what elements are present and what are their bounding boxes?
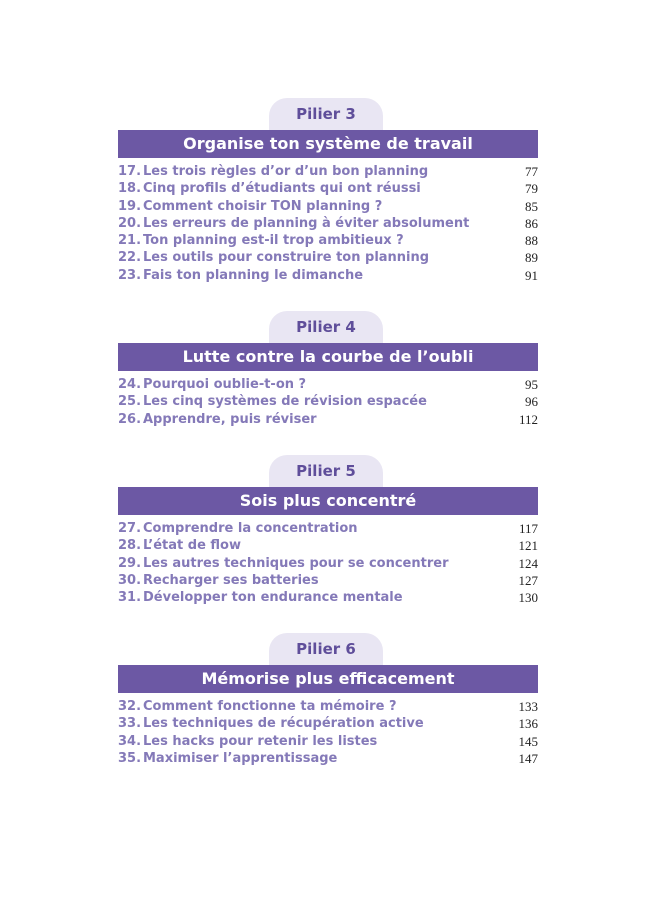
entry-number: 20. bbox=[118, 215, 142, 231]
entry-title: Les hacks pour retenir les listes bbox=[143, 733, 378, 749]
entry-page: 136 bbox=[518, 716, 538, 732]
entry-title: Développer ton endurance mentale bbox=[143, 590, 403, 606]
toc-entry[interactable] bbox=[118, 163, 538, 180]
entry-number: 24. bbox=[118, 377, 142, 392]
entry-page: 130 bbox=[518, 590, 538, 606]
entry-number: 34. bbox=[118, 733, 142, 749]
section-heading: Mémorise plus efficacement bbox=[118, 665, 538, 693]
entry-title: Les outils pour construire ton planning bbox=[143, 250, 430, 266]
section-heading: Lutte contre la courbe de l’oubli bbox=[118, 343, 538, 371]
entry-page: 77 bbox=[525, 164, 538, 179]
entry-title: Maximiser l’apprentissage bbox=[143, 750, 338, 766]
entry-title: Cinq profils d’étudiants qui ont réussi bbox=[143, 181, 421, 197]
entry-page: 88 bbox=[525, 233, 538, 249]
entry-number: 32. bbox=[118, 699, 142, 714]
entry-page: 127 bbox=[518, 572, 538, 588]
entry-number: 28. bbox=[118, 538, 142, 554]
entry-number: 35. bbox=[118, 750, 142, 766]
entry-number: 27. bbox=[118, 521, 142, 536]
toc-entry[interactable] bbox=[118, 249, 538, 266]
entry-title: Pourquoi oublie-t-on ? bbox=[143, 377, 307, 392]
section-heading: Organise ton système de travail bbox=[118, 130, 538, 158]
toc-entry[interactable] bbox=[118, 376, 538, 393]
entry-page: 147 bbox=[518, 750, 538, 766]
entry-page: 133 bbox=[518, 699, 538, 714]
toc-entry[interactable] bbox=[118, 715, 538, 732]
entry-number: 31. bbox=[118, 590, 142, 606]
toc-entry[interactable] bbox=[118, 411, 538, 428]
entry-number: 29. bbox=[118, 555, 142, 571]
toc-entry[interactable] bbox=[118, 198, 538, 215]
entry-page: 85 bbox=[525, 198, 538, 214]
toc-list bbox=[118, 520, 538, 606]
entry-page: 79 bbox=[525, 181, 538, 197]
entry-number: 17. bbox=[118, 164, 142, 179]
toc-entry[interactable] bbox=[118, 555, 538, 572]
entry-number: 25. bbox=[118, 394, 142, 410]
entry-page: 117 bbox=[518, 521, 538, 536]
entry-page: 86 bbox=[525, 215, 538, 231]
pillar-label: Pilier 6 bbox=[269, 633, 383, 669]
pillar-label: Pilier 5 bbox=[269, 455, 383, 491]
toc-entry[interactable] bbox=[118, 733, 538, 750]
entry-page: 91 bbox=[525, 267, 538, 283]
entry-number: 26. bbox=[118, 411, 142, 427]
entry-number: 22. bbox=[118, 250, 142, 266]
entry-title: Apprendre, puis réviser bbox=[143, 411, 317, 427]
toc-entry[interactable] bbox=[118, 393, 538, 410]
entry-number: 33. bbox=[118, 716, 142, 732]
entry-title: Comment fonctionne ta mémoire ? bbox=[143, 699, 397, 714]
toc-list bbox=[118, 376, 538, 428]
entry-number: 23. bbox=[118, 267, 142, 283]
toc-entry[interactable] bbox=[118, 589, 538, 606]
entry-title: Les techniques de récupération active bbox=[143, 716, 424, 732]
entry-title: Les autres techniques pour se concentrer bbox=[143, 555, 449, 571]
toc-entry[interactable] bbox=[118, 180, 538, 197]
entry-title: Comprendre la concentration bbox=[143, 521, 358, 536]
entry-number: 19. bbox=[118, 198, 142, 214]
toc-entry[interactable] bbox=[118, 267, 538, 284]
toc-entry[interactable] bbox=[118, 750, 538, 767]
entry-title: Les cinq systèmes de révision espacée bbox=[143, 394, 427, 410]
entry-title: Ton planning est-il trop ambitieux ? bbox=[143, 233, 404, 249]
toc-list bbox=[118, 163, 538, 284]
entry-page: 145 bbox=[518, 733, 538, 749]
entry-page: 124 bbox=[518, 555, 538, 571]
section-heading: Sois plus concentré bbox=[118, 487, 538, 515]
entry-title: Comment choisir TON planning ? bbox=[143, 198, 383, 214]
entry-number: 30. bbox=[118, 572, 142, 588]
entry-page: 112 bbox=[518, 411, 538, 427]
toc-entry[interactable] bbox=[118, 232, 538, 249]
entry-number: 21. bbox=[118, 233, 142, 249]
toc-entry[interactable] bbox=[118, 698, 538, 715]
entry-page: 95 bbox=[525, 377, 538, 392]
toc-entry[interactable] bbox=[118, 520, 538, 537]
entry-title: L’état de flow bbox=[143, 538, 242, 554]
entry-page: 121 bbox=[518, 538, 538, 554]
entry-title: Les erreurs de planning à éviter absolument bbox=[143, 215, 470, 231]
pillar-label: Pilier 4 bbox=[269, 311, 383, 347]
entry-title: Les trois règles d’or d’un bon planning bbox=[143, 164, 429, 179]
entry-page: 89 bbox=[525, 250, 538, 266]
toc-list bbox=[118, 698, 538, 767]
entry-page: 96 bbox=[525, 394, 538, 410]
entry-title: Recharger ses batteries bbox=[143, 572, 319, 588]
entry-title: Fais ton planning le dimanche bbox=[143, 267, 364, 283]
toc-entry[interactable] bbox=[118, 572, 538, 589]
toc-entry[interactable] bbox=[118, 215, 538, 232]
toc-entry[interactable] bbox=[118, 537, 538, 554]
pillar-label: Pilier 3 bbox=[269, 98, 383, 134]
entry-number: 18. bbox=[118, 181, 142, 197]
